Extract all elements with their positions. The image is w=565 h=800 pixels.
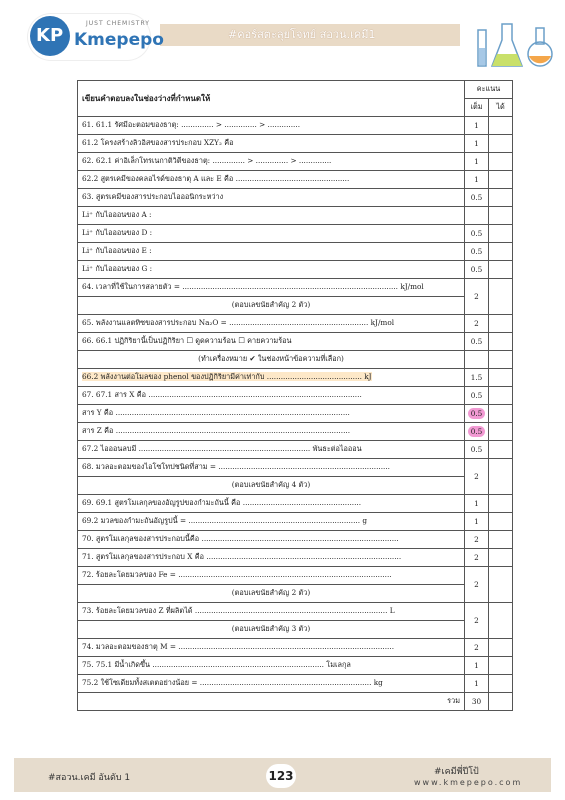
table-row [78,477,513,495]
instruction-note: (ทำเครื่องหมาย ✔ ในช่องหน้าข้อความที่เลือก) [78,351,465,369]
table-row [78,405,513,423]
question-text: 74. มวลอะตอมของธาตุ M = ............................................................................................. [78,639,465,657]
table-row [78,297,513,315]
question-text: 73. ร้อยละโดยมวลของ Z ที่ผลิตได้ ................................................................................... L [78,603,465,621]
sig-fig-note: (ตอบเลขนัยสำคัญ 2 ตัว) [78,585,465,603]
question-text: 71. สูตรโมเลกุลของสารประกอบ X คือ .................................................................................... [78,549,465,567]
question-text: 61.2 โครงสร้างลิวอิสของสารประกอบ XZY₂ คือ [78,135,465,153]
full-score: 2 [465,639,489,657]
highlighted-full-score: 0.5 [468,426,486,437]
sig-fig-note: (ตอบเลขนัยสำคัญ 3 ตัว) [78,621,465,639]
full-score: 2 [465,531,489,549]
answer-score-cell[interactable] [489,279,513,315]
col-full-header: เต็ม [465,99,489,117]
table-row [78,225,513,243]
logo-mark-text: KP [36,25,64,46]
total-value: 30 [465,693,489,711]
answer-score-cell[interactable] [489,333,513,351]
logo-tagline: JUST CHEMISTRY [86,20,150,27]
question-text: 75.2 ใช้โซเดียมทั้งสเตตอย่างน้อย = .......................................................................... kg [78,675,465,693]
answer-score-cell[interactable] [489,117,513,135]
table-row [78,675,513,693]
answer-score-cell[interactable] [489,441,513,459]
table-row [78,261,513,279]
question-text: 68. มวลอะตอมของไอโซโทปชนิดที่สาม = .......................................................................... [78,459,465,477]
answer-score-cell[interactable] [489,675,513,693]
table-row [78,189,513,207]
full-score: 0.5 [465,441,489,459]
table-row [78,171,513,189]
total-row [78,693,513,711]
answer-table [77,80,513,711]
table-row [78,621,513,639]
table-row [78,459,513,477]
answer-score-cell[interactable] [489,189,513,207]
question-text: 72. ร้อยละโดยมวลของ Fe = ............................................................................................ [78,567,465,585]
answer-score-cell[interactable] [489,207,513,225]
full-score: 2 [465,459,489,495]
table-row [78,207,513,225]
full-score: 2 [465,567,489,603]
col-got-header: ได้ [489,99,513,117]
full-score: 1 [465,117,489,135]
question-text: 67.2 ไอออนลบมี .......................................................................... พันธะต่อไอออน [78,441,465,459]
full-score [465,207,489,225]
question-text: 75. 75.1 มีน้ำเกิดขึ้น .......................................................................... โมเลกุล [78,657,465,675]
answer-score-cell[interactable] [489,495,513,513]
answer-score-cell[interactable] [489,459,513,495]
question-text: 62.2 สูตรเคมีของคลอไรด์ของธาตุ A และ E คือ ................................................. [78,171,465,189]
full-score: 0.5 [465,261,489,279]
table-row [78,333,513,351]
answer-score-cell[interactable] [489,243,513,261]
full-score: 1 [465,495,489,513]
answer-score-cell[interactable] [489,531,513,549]
table-row [78,243,513,261]
question-text: สาร Z คือ ..................................................................................................... [78,423,465,441]
full-score: 0.5 [465,333,489,351]
question-text: 64. เวลาที่ใช้ในการสลายตัว = ............................................................................................. kJ/mol [78,279,465,297]
lab-glassware-icon [470,10,560,70]
table-row [78,279,513,297]
full-score: 0.5 [465,225,489,243]
table-row [78,639,513,657]
answer-score-cell[interactable] [489,315,513,333]
answer-score-cell[interactable] [489,603,513,639]
answer-score-cell[interactable] [489,153,513,171]
full-score: 2 [465,279,489,315]
table-row [78,117,513,135]
table-row [78,351,513,369]
question-text: 69. 69.1 สูตรโมเลกุลของอัญรูปของกำมะถันนี้ คือ ................................................... [78,495,465,513]
table-row [78,315,513,333]
instruction-text: เขียนคำตอบลงในช่องว่างที่กำหนดให้ [78,81,465,117]
question-text: 70. สูตรโมเลกุลของสารประกอบนี้คือ ..................................................................................... [78,531,465,549]
full-score: 1 [465,675,489,693]
table-row [78,423,513,441]
page-header [0,0,565,74]
full-score: 1 [465,513,489,531]
question-text: Li⁺ กับไอออนของ D : [78,225,465,243]
answer-score-cell[interactable] [489,261,513,279]
answer-score-cell[interactable] [489,657,513,675]
table-row [78,513,513,531]
question-text: 67. 67.1 สาร X คือ ............................................................................................ [78,387,465,405]
footer-right-text: #เคมีพี่ปีโป้ [434,767,479,777]
full-score: 0.5 [465,189,489,207]
answer-score-cell[interactable] [489,369,513,387]
answer-score-cell[interactable] [489,387,513,405]
full-score: 2 [465,549,489,567]
full-score: 1 [465,135,489,153]
answer-score-cell[interactable] [489,135,513,153]
logo-name: Kmepepo [74,30,164,50]
table-row [78,135,513,153]
answer-score-cell[interactable] [489,549,513,567]
full-score [465,351,489,369]
full-score: 0.5 [465,387,489,405]
highlighted-question-text: 66.2 พลังงานต่อโมลของ phenol ของปฏิกิริยามีค่าเท่ากับ ......................................... kJ [82,372,372,381]
table-row [78,567,513,585]
footer-url: www.kmepepo.com [414,778,523,787]
question-text: 66. 66.1 ปฏิกิริยานี้เป็นปฏิกิริยา ☐ ดูดความร้อน ☐ คายความร้อน [78,333,465,351]
answer-score-cell[interactable] [489,567,513,603]
sig-fig-note: (ตอบเลขนัยสำคัญ 4 ตัว) [78,477,465,495]
table-row [78,531,513,549]
full-score: 0.5 [465,243,489,261]
table-row [78,657,513,675]
table-row [78,369,513,387]
full-score: 1 [465,153,489,171]
question-text: 69.2 มวลของกำมะถันอัญรูปนี้ = .......................................................................... g [78,513,465,531]
highlighted-full-score: 0.5 [468,408,486,419]
full-score: 2 [465,315,489,333]
question-text: สาร Y คือ ..................................................................................................... [78,405,465,423]
table-row [78,387,513,405]
question-text: 61. 61.1 รัศมีอะตอมของธาตุ: .............. > .............. > .............. [78,117,465,135]
question-text: 65. พลังงานแลตทิซของสารประกอบ Na₂O = ............................................................ kJ/mol [78,315,465,333]
answer-score-cell[interactable] [489,225,513,243]
full-score: 1 [465,657,489,675]
table-row [78,603,513,621]
sig-fig-note: (ตอบเลขนัยสำคัญ 2 ตัว) [78,297,465,315]
total-score-cell[interactable] [489,693,513,711]
question-text: Li⁺ กับไอออนของ G : [78,261,465,279]
full-score: 1 [465,171,489,189]
table-row [78,153,513,171]
header-title: #คอร์สตะลุยโจทย์ สอวน.เคมี1 [228,28,376,41]
answer-score-cell[interactable] [489,405,513,423]
full-score: 2 [465,603,489,639]
question-text: 62. 62.1 ค่าอิเล็กโทรเนกาติวิตีของธาตุ: .............. > .............. > .............. [78,153,465,171]
page-number: 123 [266,764,296,788]
answer-score-cell[interactable] [489,513,513,531]
answer-score-cell[interactable] [489,423,513,441]
table-row [78,495,513,513]
footer-left-text: #สอวน.เคมี อันดับ 1 [48,773,131,783]
question-text: Li⁺ กับไอออนของ A : [78,207,465,225]
table-row [78,549,513,567]
table-row [78,441,513,459]
answer-score-cell[interactable] [489,351,513,369]
full-score: 1.5 [465,369,489,387]
table-row [78,585,513,603]
score-header: คะแนน [465,81,513,99]
question-text: Li⁺ กับไอออนของ E : [78,243,465,261]
question-text: 63. สูตรเคมีของสารประกอบไอออนิกระหว่าง [78,189,465,207]
total-label: รวม [78,693,465,711]
answer-score-cell[interactable] [489,639,513,657]
answer-score-cell[interactable] [489,171,513,189]
